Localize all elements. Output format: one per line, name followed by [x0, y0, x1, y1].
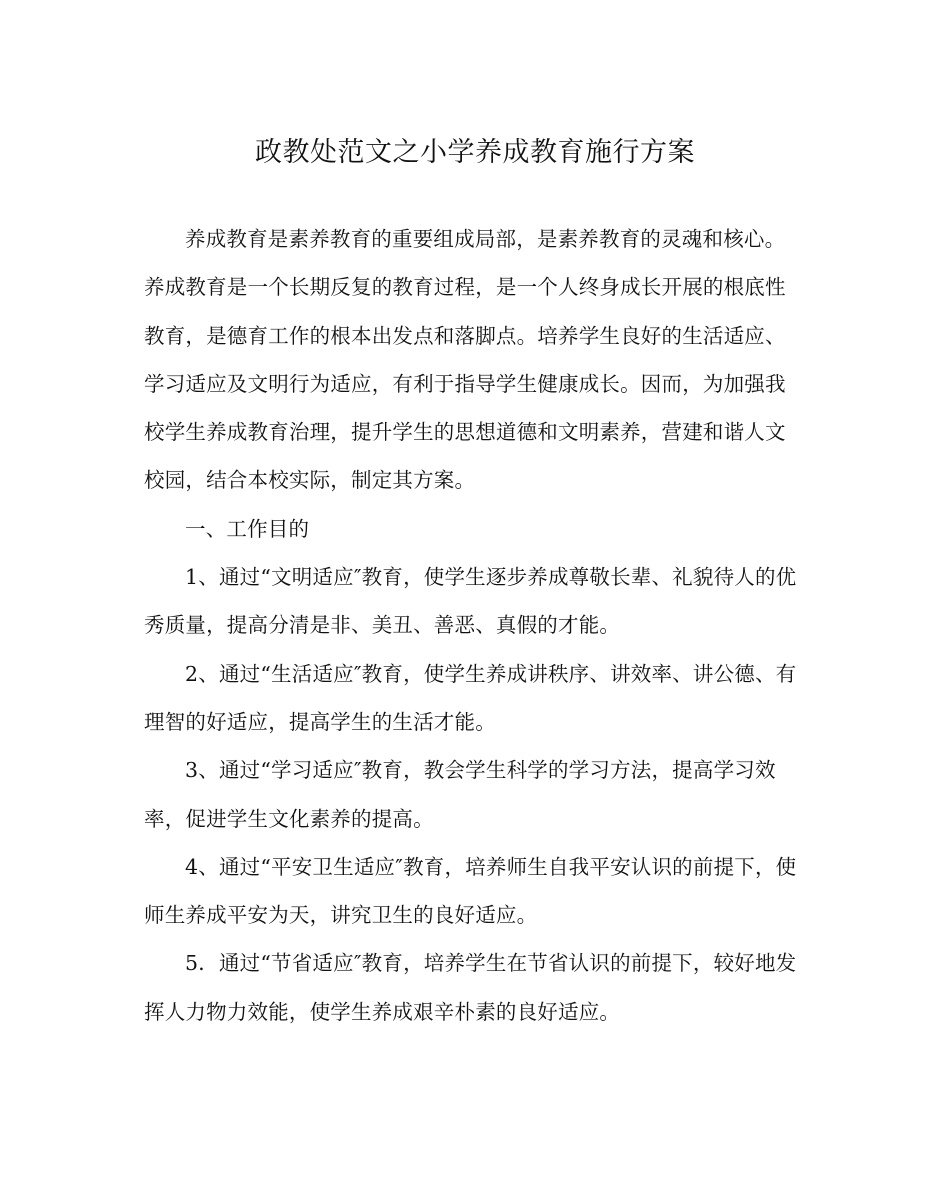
document-title: 政教处范文之小学养成教育施行方案: [255, 137, 695, 168]
paragraph-goal-3: 3、通过“学习适应″教育，教会学生科学的学习方法，提高学习效率，促进学生文化素养的提高。: [144, 758, 776, 831]
section-heading-work-goals: 一、工作目的: [185, 516, 310, 541]
paragraph-intro: 养成教育是素养教育的重要组成局部，是素养教育的灵魂和核心。养成教育是一个长期反复的教育过程，是一个人终身成长开展的根底性教育，是德育工作的根本出发点和落脚点。培养学生良好的生活适应、学习适应及文明行为适应，有利于指导学生健康成长。因而，为加强我校学生养成教育治理，提升学生的思想道德和文明素养，营建和谐人文校园，结合本校实际，制定其方案。: [144, 227, 786, 493]
paragraph-goal-4: 4、通过“平安卫生适应″教育，培养师生自我平安认识的前提下，使师生养成平安为天，讲究卫生的良好适应。: [144, 854, 797, 928]
paragraph-goal-2: 2、通过“生活适应″教育，使学生养成讲秩序、讲效率、讲公德、有理智的好适应，提高学生的生活才能。: [144, 661, 797, 734]
paragraph-goal-5: 5．通过“节省适应″教育，培养学生在节省认识的前提下，较好地发挥人力物力效能，使学生养成艰辛朴素的良好适应。: [144, 951, 797, 1024]
document-body: [144, 215, 799, 1036]
paragraph-goal-1: 1、通过“文明适应″教育，使学生逐步养成尊敬长辈、礼貌待人的优秀质量，提高分清是非、美丑、善恶、真假的才能。: [144, 565, 797, 638]
